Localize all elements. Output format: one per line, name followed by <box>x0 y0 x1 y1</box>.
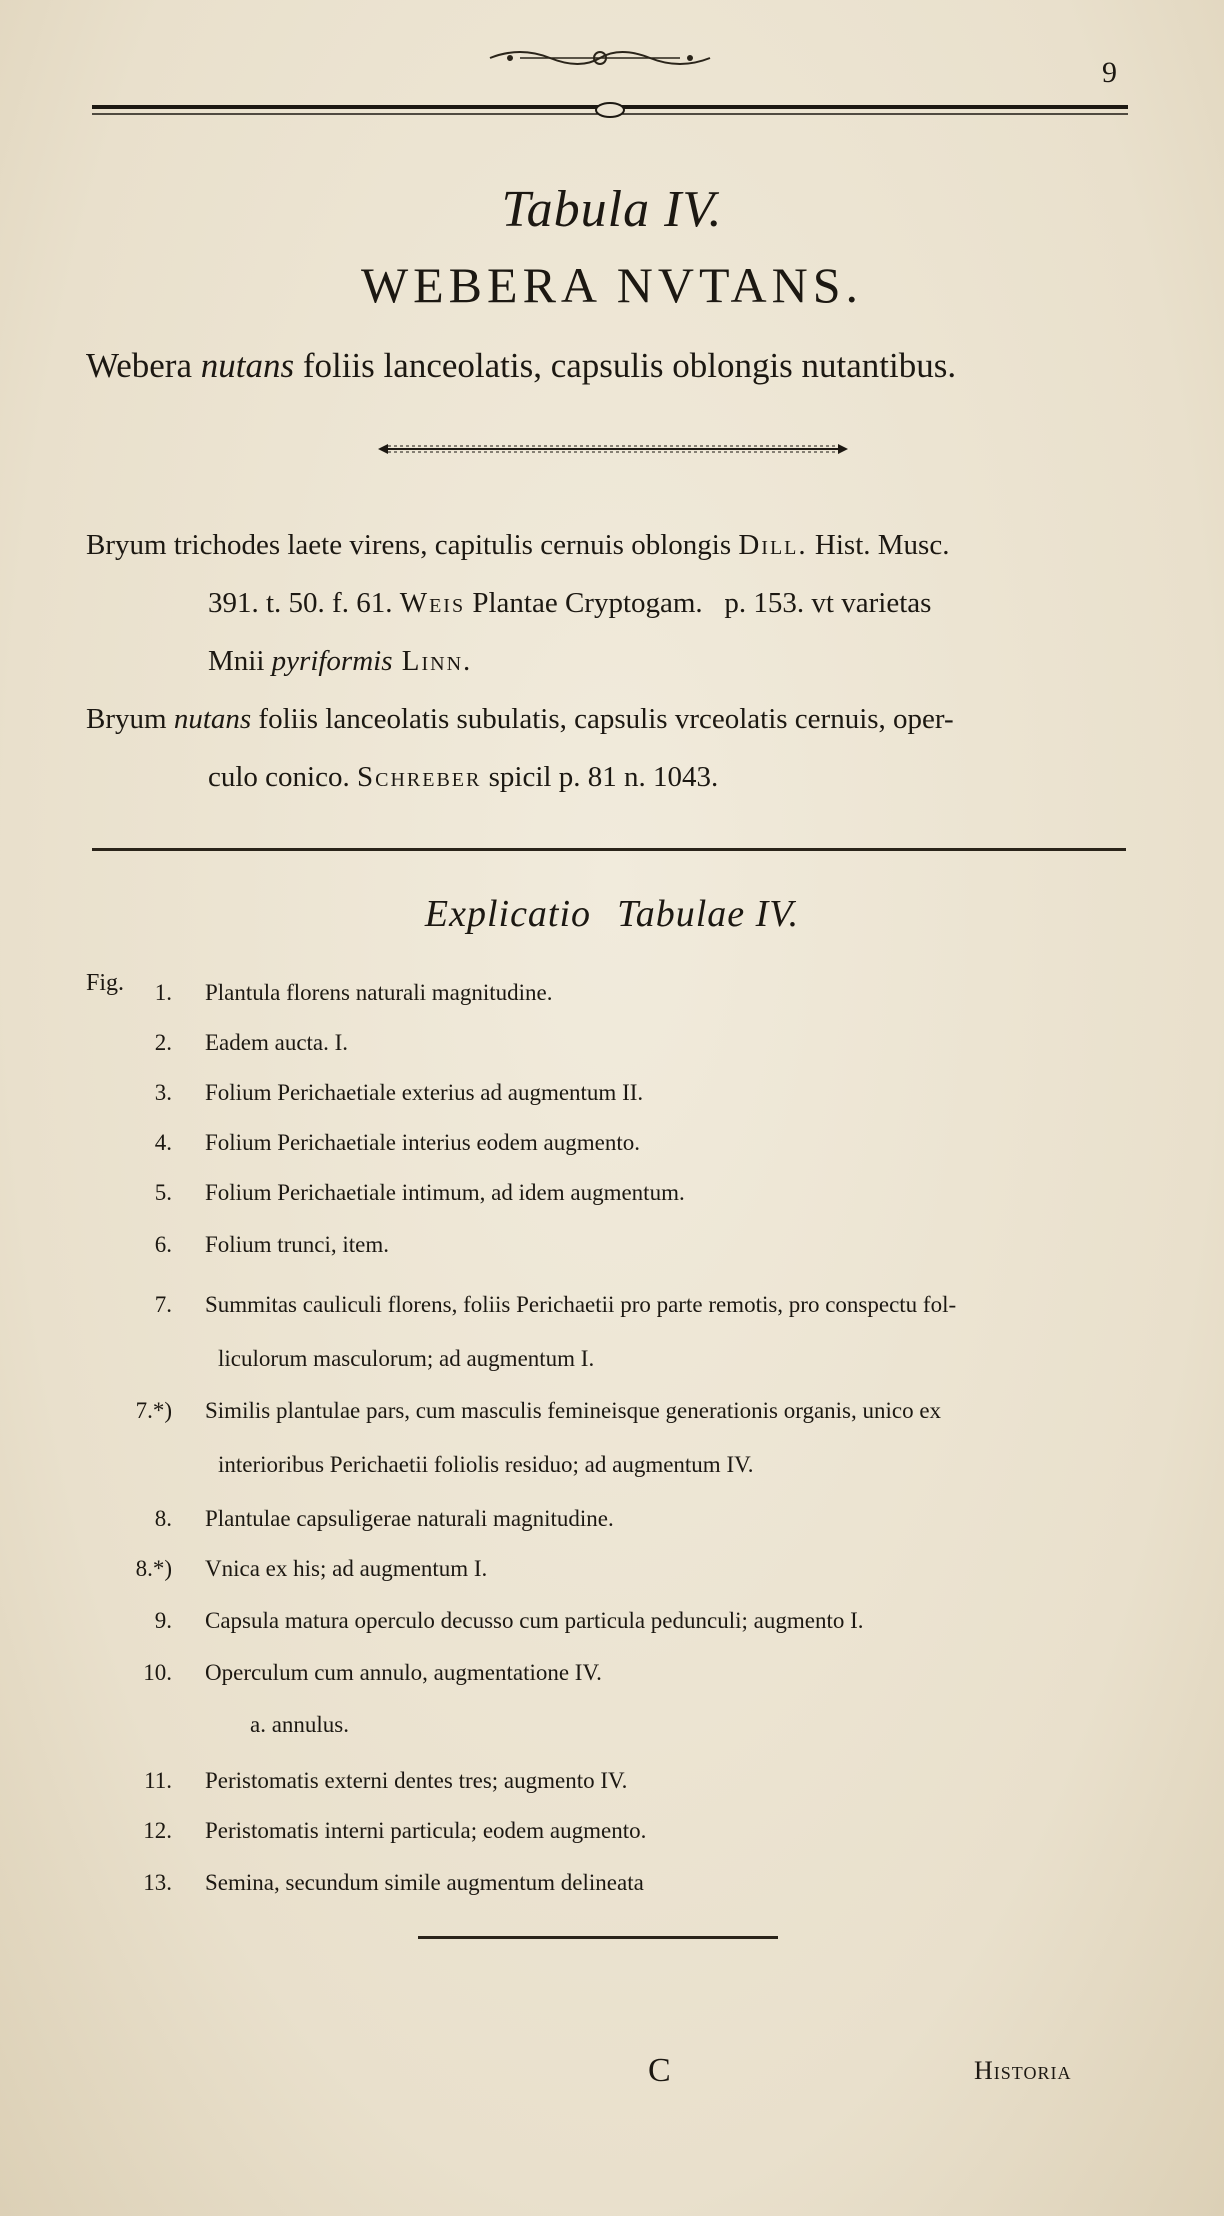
figure-number: 8.*) <box>135 1556 172 1581</box>
synonym-continuation <box>86 574 1136 632</box>
fig-label: Fig. <box>86 970 125 996</box>
ornamental-rule-icon <box>378 438 848 460</box>
explicatio-title-word: Tabulae IV. <box>617 893 800 935</box>
synonym-continuation <box>86 632 1136 690</box>
figure-description: Folium Perichaetiale interius eodem augmento. <box>205 1130 640 1155</box>
figure-description: Plantulae capsuligerae naturali magnitudine. <box>205 1506 614 1531</box>
section-divider <box>92 848 1126 851</box>
synonym-text: spicil p. 81 n. 1043. <box>481 761 719 793</box>
figure-description: Eadem aucta. I. <box>205 1030 349 1055</box>
figure-number: 11. <box>144 1768 172 1793</box>
synonym-text: Bryum trichodes laete virens, capitulis cernuis oblongis <box>86 529 739 561</box>
headpiece-ornament-icon <box>480 38 720 78</box>
figure-number: 7.*) <box>135 1398 172 1423</box>
diagnosis-text: foliis lanceolatis, capsulis oblongis nutantibus. <box>294 346 957 385</box>
figure-description: Capsula matura operculo decusso cum particula pedunculi; augmento I. <box>205 1608 864 1633</box>
figure-number: 7. <box>154 1292 172 1317</box>
figure-description: Operculum cum annulo, augmentatione IV. <box>205 1660 602 1685</box>
head-rule-icon <box>92 98 1128 122</box>
figure-number: 2. <box>154 1030 172 1055</box>
figure-description-continuation: interioribus Perichaetii foliolis residuo; ad augmentum IV. <box>218 1452 754 1477</box>
synonym-schreber <box>86 690 1136 806</box>
synonym-continuation <box>86 748 1136 806</box>
figure-number: 4. <box>154 1130 172 1155</box>
figure-number: 8. <box>154 1506 172 1531</box>
figure-description: Folium Perichaetiale exterius ad augmentum II. <box>205 1080 644 1105</box>
figure-description: Folium trunci, item. <box>205 1232 389 1257</box>
figure-number: 12. <box>143 1818 172 1843</box>
diagnosis-genus: Webera <box>86 346 201 385</box>
figure-number: 6. <box>154 1232 172 1257</box>
figure-description: a. annulus. <box>250 1712 350 1737</box>
figure-description: Summitas cauliculi florens, foliis Perichaetii pro parte remotis, pro conspectu fol- <box>205 1292 957 1317</box>
figure-number: 5. <box>154 1180 172 1205</box>
catchword: Historia <box>974 2056 1072 2085</box>
synonym-text: foliis lanceolatis subulatis, capsulis vrceolatis cernuis, oper- <box>251 703 954 735</box>
figure-number: 10. <box>143 1660 172 1685</box>
diagnosis-epithet: nutans <box>200 346 295 385</box>
species-diagnosis <box>86 346 1146 386</box>
synonym-text: Mnii <box>208 645 272 677</box>
figure-number: 3. <box>154 1080 172 1105</box>
synonym-epithet: nutans <box>173 703 252 735</box>
synonym-text: Hist. Musc. <box>807 529 950 561</box>
synonym-text: Bryum <box>86 703 174 735</box>
figure-number: 1. <box>154 980 172 1005</box>
figure-description: Plantula florens naturali magnitudine. <box>205 980 553 1005</box>
author-name: Weis <box>399 587 466 619</box>
species-heading: WEBERA NVTANS. <box>360 257 864 313</box>
figure-description: Peristomatis interni particula; eodem augmento. <box>205 1818 647 1843</box>
signature-mark: C <box>648 2052 671 2089</box>
explicatio-heading <box>0 892 1224 936</box>
figure-description: Peristomatis externi dentes tres; augmento IV. <box>205 1768 628 1793</box>
figure-description: Vnica ex his; ad augmentum I. <box>205 1556 488 1581</box>
synonym-text: 391. t. 50. f. 61. <box>208 587 400 619</box>
synonym-text: Plantae Cryptogam. p. 153. vt varietas <box>465 587 932 619</box>
figure-description-continuation: liculorum masculorum; ad augmentum I. <box>218 1346 595 1371</box>
figure-description: Similis plantulae pars, cum masculis femineisque generationis organis, unico ex <box>205 1398 942 1423</box>
page-number: 9 <box>1102 56 1117 89</box>
end-rule <box>418 1936 778 1939</box>
figure-number: 9. <box>154 1608 172 1633</box>
author-name: Schreber <box>356 761 482 793</box>
explicatio-title-word: Explicatio <box>424 893 592 935</box>
figure-description: Semina, secundum simile augmentum delineata <box>205 1870 644 1895</box>
synonym-dillenius <box>86 516 1136 690</box>
figure-number: 13. <box>143 1870 172 1895</box>
figure-description: Folium Perichaetiale intimum, ad idem augmentum. <box>205 1180 685 1205</box>
author-name: Linn. <box>392 645 473 677</box>
synonym-epithet: pyriformis <box>271 645 393 677</box>
plate-title: Tabula IV. <box>501 181 723 238</box>
author-name: Dill. <box>738 529 808 561</box>
synonym-text: culo conico. <box>208 761 357 793</box>
